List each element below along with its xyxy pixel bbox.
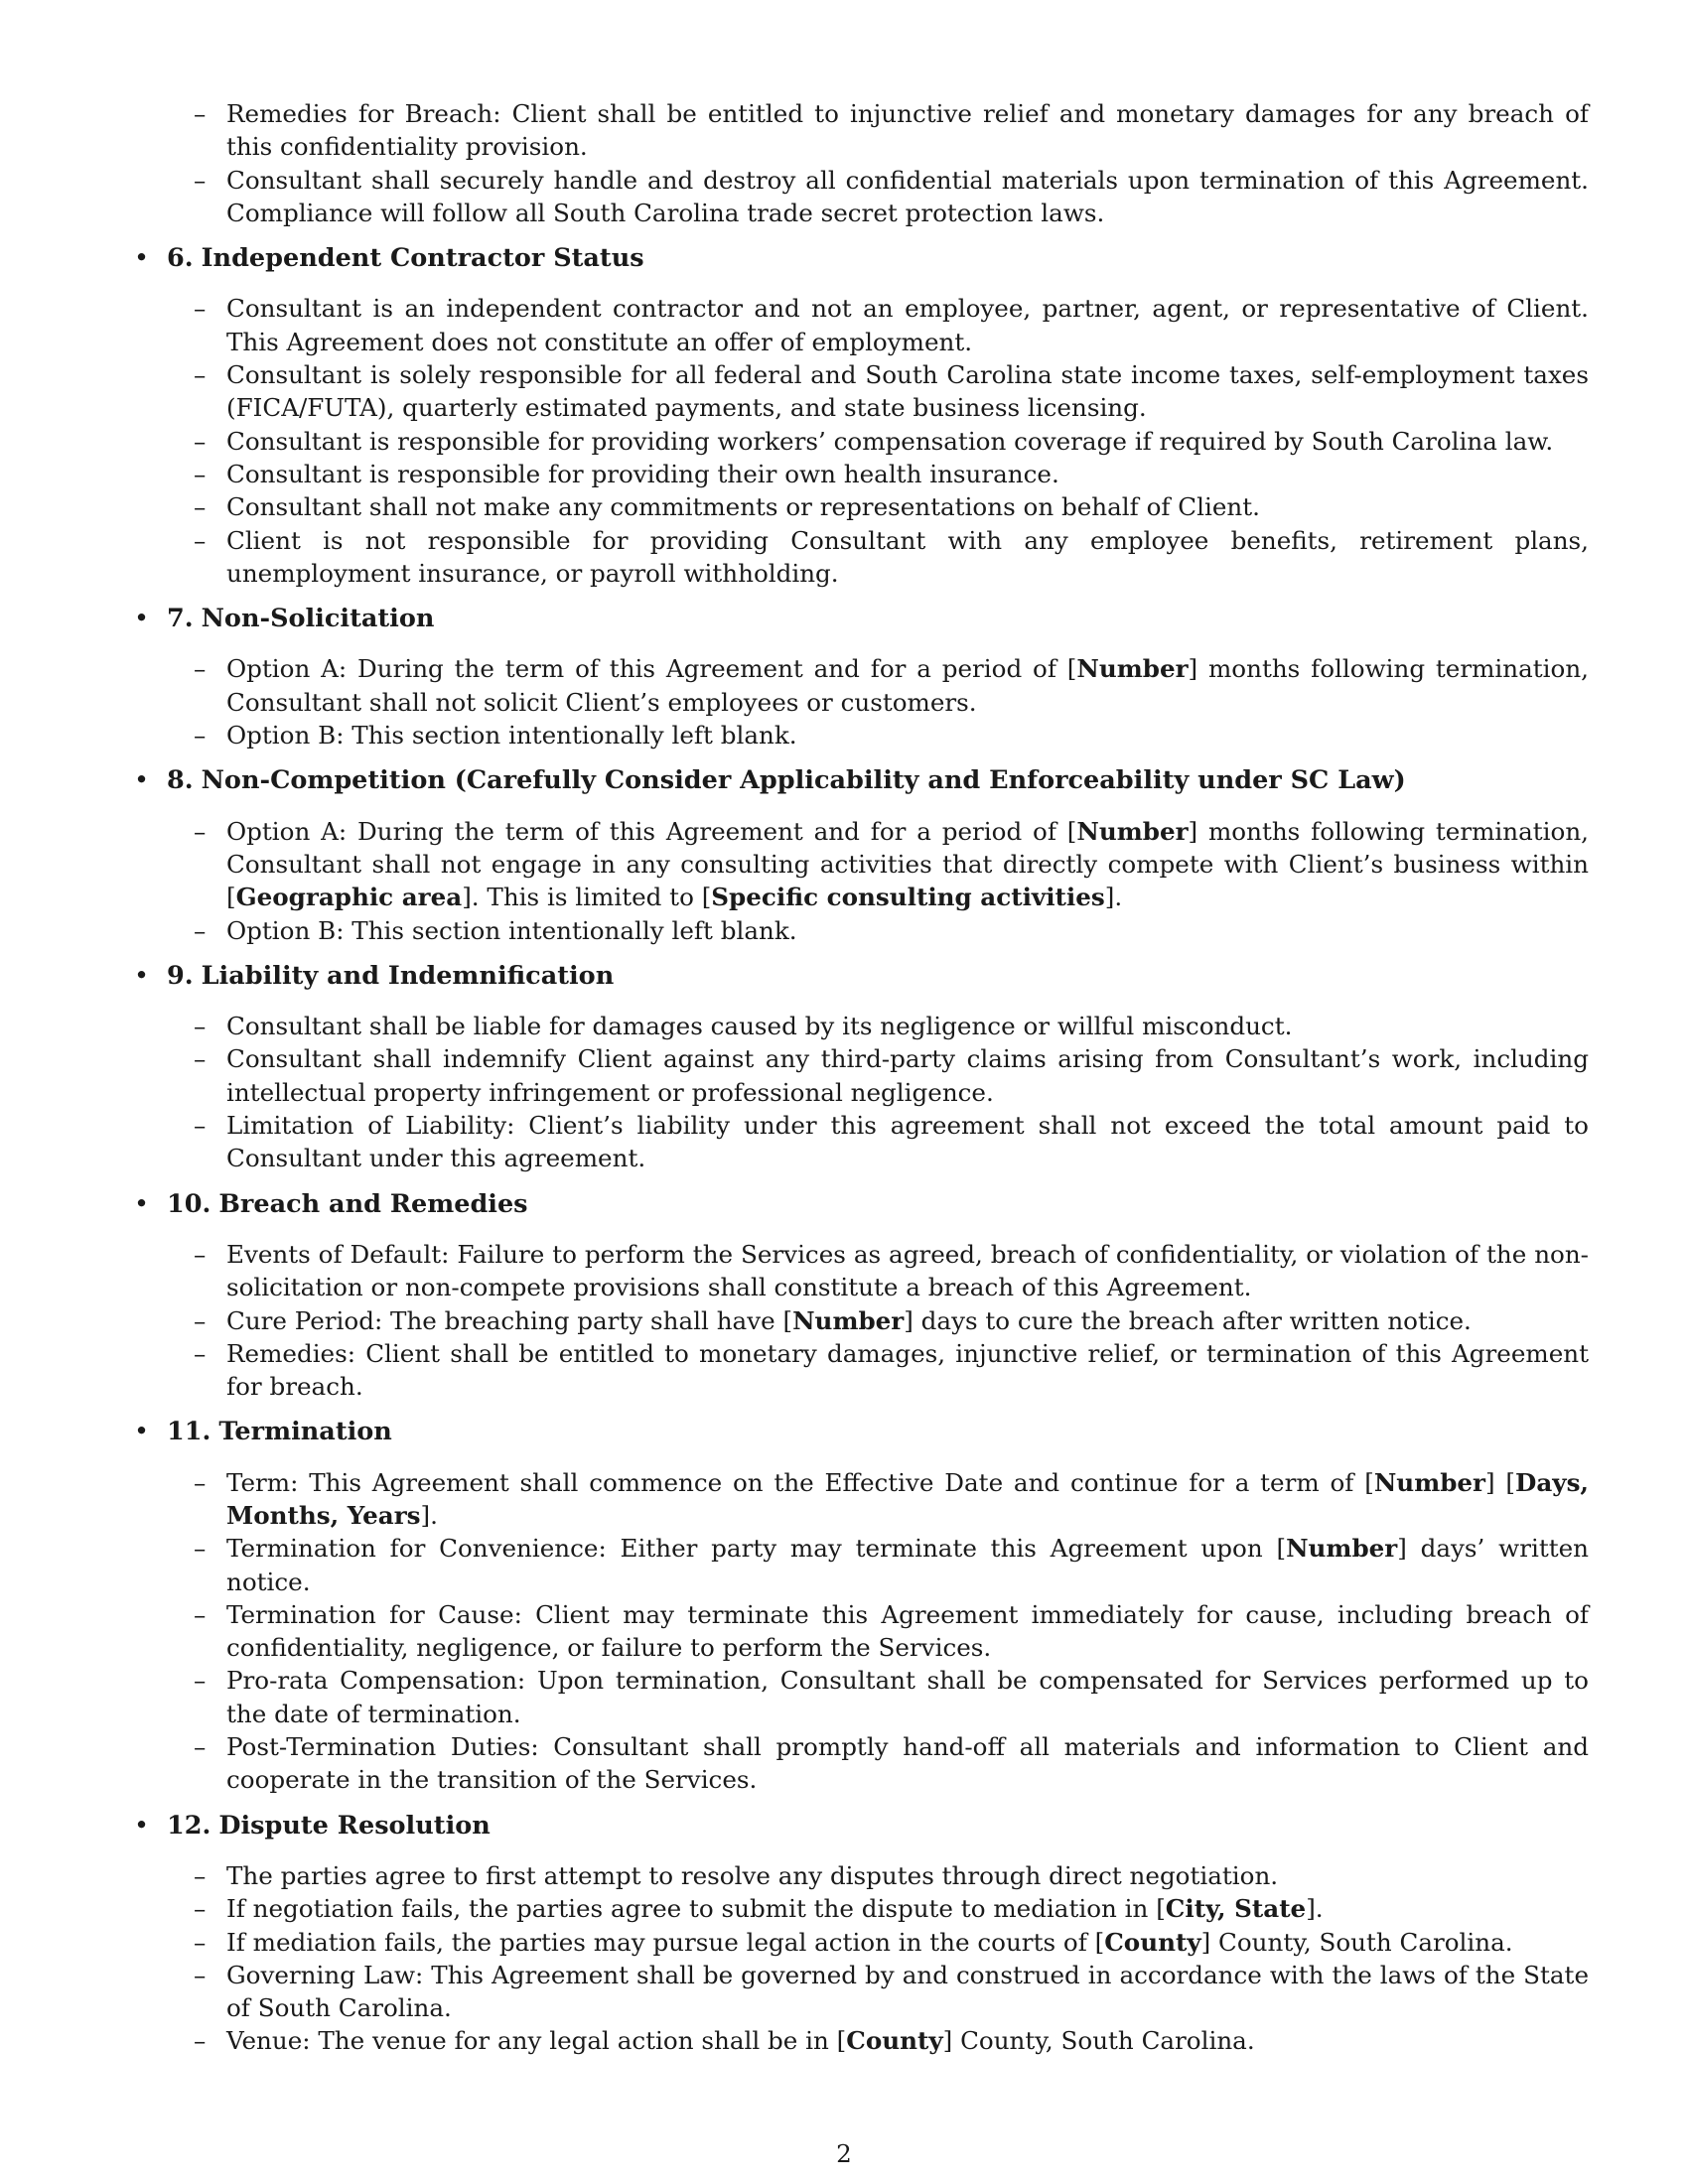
placeholder-field: County — [846, 2026, 943, 2056]
clause-text: The parties agree to first attempt to resolve any disputes through direct negotiation. — [226, 1860, 1279, 1890]
clause-item — [226, 1959, 1589, 2025]
section-heading — [134, 1188, 1589, 1221]
clause-text: ] days’ written notice. — [226, 1534, 1589, 1596]
section-number: 6. — [167, 243, 194, 274]
clause-item — [226, 1664, 1589, 1730]
clause-item — [226, 1532, 1589, 1598]
section-list — [134, 242, 1589, 2058]
clause-text: ]. — [1104, 883, 1123, 912]
placeholder-field: Specific consulting activities — [711, 883, 1105, 912]
clause-text: Consultant shall securely handle and destroy all confidential materials upon termination of this Agreement. Compliance will follow all South Carolina trade secret protection laws. — [226, 165, 1589, 227]
clause-text: Consultant is solely responsible for all federal and South Carolina state income taxes, self-employment taxes (FICA/FUTA), quarterly estimated payments, and state business licensing. — [226, 360, 1589, 423]
clause-text: Governing Law: This Agreement shall be governed by and construed in accordance with the laws of the State of South Carolina. — [226, 1960, 1589, 2023]
placeholder-field: Number — [1076, 654, 1189, 684]
clause-text: ]. — [420, 1500, 438, 1530]
clause-text: Remedies: Client shall be entitled to monetary damages, injunctive relief, or termination of this Agreement for breach. — [226, 1338, 1589, 1402]
clause-text: If mediation fails, the parties may pursue legal action in the courts of [ — [226, 1927, 1105, 1957]
placeholder-field: Number — [792, 1305, 905, 1335]
clause-item — [226, 2024, 1589, 2057]
section-title: Independent Contractor Status — [201, 243, 644, 274]
clause-item — [226, 652, 1589, 719]
clause-text: Consultant shall be liable for damages caused by its negligence or willful misconduct. — [226, 1012, 1293, 1041]
section-heading — [134, 960, 1589, 993]
section-number: 10. — [167, 1188, 211, 1219]
section-heading — [134, 764, 1589, 797]
clause-text: Termination for Convenience: Either party may terminate this Agreement upon [ — [226, 1534, 1287, 1564]
clause-text: Option A: During the term of this Agreement and for a period of [ — [226, 816, 1077, 846]
section-number: 7. — [167, 604, 194, 634]
placeholder-field: Number — [1076, 816, 1189, 846]
clause-item — [226, 164, 1589, 230]
clause-item — [226, 1042, 1589, 1109]
clause-item — [226, 1892, 1589, 1925]
clause-text: If negotiation fails, the parties agree to submit the dispute to mediation in [ — [226, 1894, 1166, 1924]
clause-text: Term: This Agreement shall commence on the Effective Date and continue for a term of [ — [226, 1467, 1374, 1497]
placeholder-field: Number — [1286, 1534, 1398, 1564]
placeholder-field: Days, Months, Years — [226, 1467, 1589, 1530]
section-12 — [134, 1810, 1589, 2058]
section-number: 11. — [167, 1417, 211, 1447]
clause-text: Option B: This section intentionally left blank. — [226, 915, 797, 945]
placeholder-field: City, State — [1165, 1894, 1307, 1924]
section-heading — [134, 603, 1589, 635]
clause-text: ] [ — [1485, 1467, 1516, 1497]
clause-text: Consultant is responsible for providing workers’ compensation coverage if required by South Carolina law. — [226, 426, 1554, 456]
clause-text: ] months following termination, Consultant shall not solicit Client’s employees or customers. — [226, 654, 1589, 717]
clause-item — [226, 1238, 1589, 1304]
continued-clause-list — [134, 97, 1589, 229]
section-10 — [134, 1188, 1589, 1404]
clause-text: Option B: This section intentionally left blank. — [226, 721, 797, 751]
clause-text: ] County, South Carolina. — [1200, 1927, 1513, 1957]
clause-item — [226, 719, 1589, 751]
clause-text: Option A: During the term of this Agreement and for a period of [ — [226, 654, 1077, 684]
document-content — [134, 97, 1589, 2058]
section-heading — [134, 1810, 1589, 1843]
clause-text: ]. This is limited to [ — [462, 883, 712, 912]
page-number: 2 — [836, 2139, 852, 2168]
clause-item — [226, 292, 1589, 358]
clause-item — [226, 1304, 1589, 1337]
clause-text: Termination for Cause: Client may terminate this Agreement immediately for cause, including breach of confidentiality, negligence, or failure to perform the Services. — [226, 1599, 1589, 1663]
clause-item — [226, 524, 1589, 591]
clause-text: Consultant is an independent contractor and not an employee, partner, agent, or representative of Client. This Agreement does not constitute an offer of employment. — [226, 294, 1589, 356]
clause-text: ]. — [1306, 1894, 1324, 1924]
clause-text: Consultant shall not make any commitments or representations on behalf of Client. — [226, 492, 1260, 522]
section-heading — [134, 242, 1589, 275]
clause-item — [226, 1109, 1589, 1175]
section-title: Dispute Resolution — [218, 1810, 491, 1841]
clause-list — [134, 815, 1589, 947]
section-title: Liability and Indemnification — [201, 960, 615, 991]
section-title: Non-Solicitation — [201, 604, 435, 634]
clause-list — [134, 652, 1589, 751]
placeholder-field: County — [1104, 1927, 1201, 1957]
placeholder-field: Number — [1373, 1467, 1486, 1497]
clause-text: Consultant shall indemnify Client against any third-party claims arising from Consultant’s work, including intellectual property infringement or professional negligence. — [226, 1044, 1589, 1107]
clause-item — [226, 1010, 1589, 1042]
clause-text: ] County, South Carolina. — [942, 2026, 1255, 2056]
clause-item — [226, 458, 1589, 490]
clause-item — [226, 1598, 1589, 1665]
clause-item — [226, 425, 1589, 458]
placeholder-field: Geographic area — [235, 883, 463, 912]
section-9 — [134, 960, 1589, 1175]
clause-item — [226, 815, 1589, 914]
clause-text: Cure Period: The breaching party shall have [ — [226, 1305, 793, 1335]
section-11 — [134, 1416, 1589, 1796]
clause-text: Events of Default: Failure to perform the Services as agreed, breach of confidentiality, or violation of the non-solicitation or non-compete provisions shall constitute a breach of this Agreement. — [226, 1239, 1589, 1302]
section-number: 8. — [167, 765, 194, 796]
clause-item — [226, 1337, 1589, 1404]
clause-text: Consultant is responsible for providing their own health insurance. — [226, 459, 1059, 488]
clause-item — [226, 97, 1589, 164]
clause-item — [226, 1466, 1589, 1533]
clause-item — [226, 914, 1589, 947]
clause-item — [226, 1926, 1589, 1959]
clause-list — [134, 1859, 1589, 2058]
section-8 — [134, 764, 1589, 946]
clause-text: Remedies for Breach: Client shall be entitled to injunctive relief and monetary damages for any breach of this confidentiality provision. — [226, 99, 1589, 162]
clause-item — [226, 358, 1589, 425]
clause-text: Client is not responsible for providing Consultant with any employee benefits, retirement plans, unemployment insurance, or payroll withholding. — [226, 525, 1589, 588]
clause-list — [134, 1466, 1589, 1797]
section-title: Breach and Remedies — [218, 1188, 528, 1219]
section-title: Termination — [218, 1417, 392, 1447]
section-6 — [134, 242, 1589, 590]
section-number: 9. — [167, 960, 194, 991]
clause-list — [134, 1010, 1589, 1174]
section-number: 12. — [167, 1810, 211, 1841]
clause-text: ] months following termination, Consultant shall not engage in any consulting activities that directly compete with Client’s business within [ — [226, 816, 1589, 912]
clause-item — [226, 490, 1589, 523]
clause-item — [226, 1730, 1589, 1797]
clause-item — [226, 1859, 1589, 1892]
clause-text: Pro-rata Compensation: Upon termination, Consultant shall be compensated for Services performed up to the date of termination. — [226, 1666, 1589, 1728]
section-heading — [134, 1416, 1589, 1448]
clause-text: Post-Termination Duties: Consultant shall promptly hand-off all materials and information to Client and cooperate in the transition of the Services. — [226, 1732, 1589, 1795]
section-7 — [134, 603, 1589, 751]
clause-text: Limitation of Liability: Client’s liability under this agreement shall not exceed the total amount paid to Consultant under this agreement. — [226, 1111, 1589, 1173]
clause-list — [134, 292, 1589, 590]
clause-text: Venue: The venue for any legal action shall be in [ — [226, 2026, 847, 2056]
clause-list — [134, 1238, 1589, 1403]
clause-text: ] days to cure the breach after written notice. — [904, 1305, 1472, 1335]
section-title: Non-Competition (Carefully Consider Applicability and Enforceability under SC Law) — [201, 765, 1406, 796]
